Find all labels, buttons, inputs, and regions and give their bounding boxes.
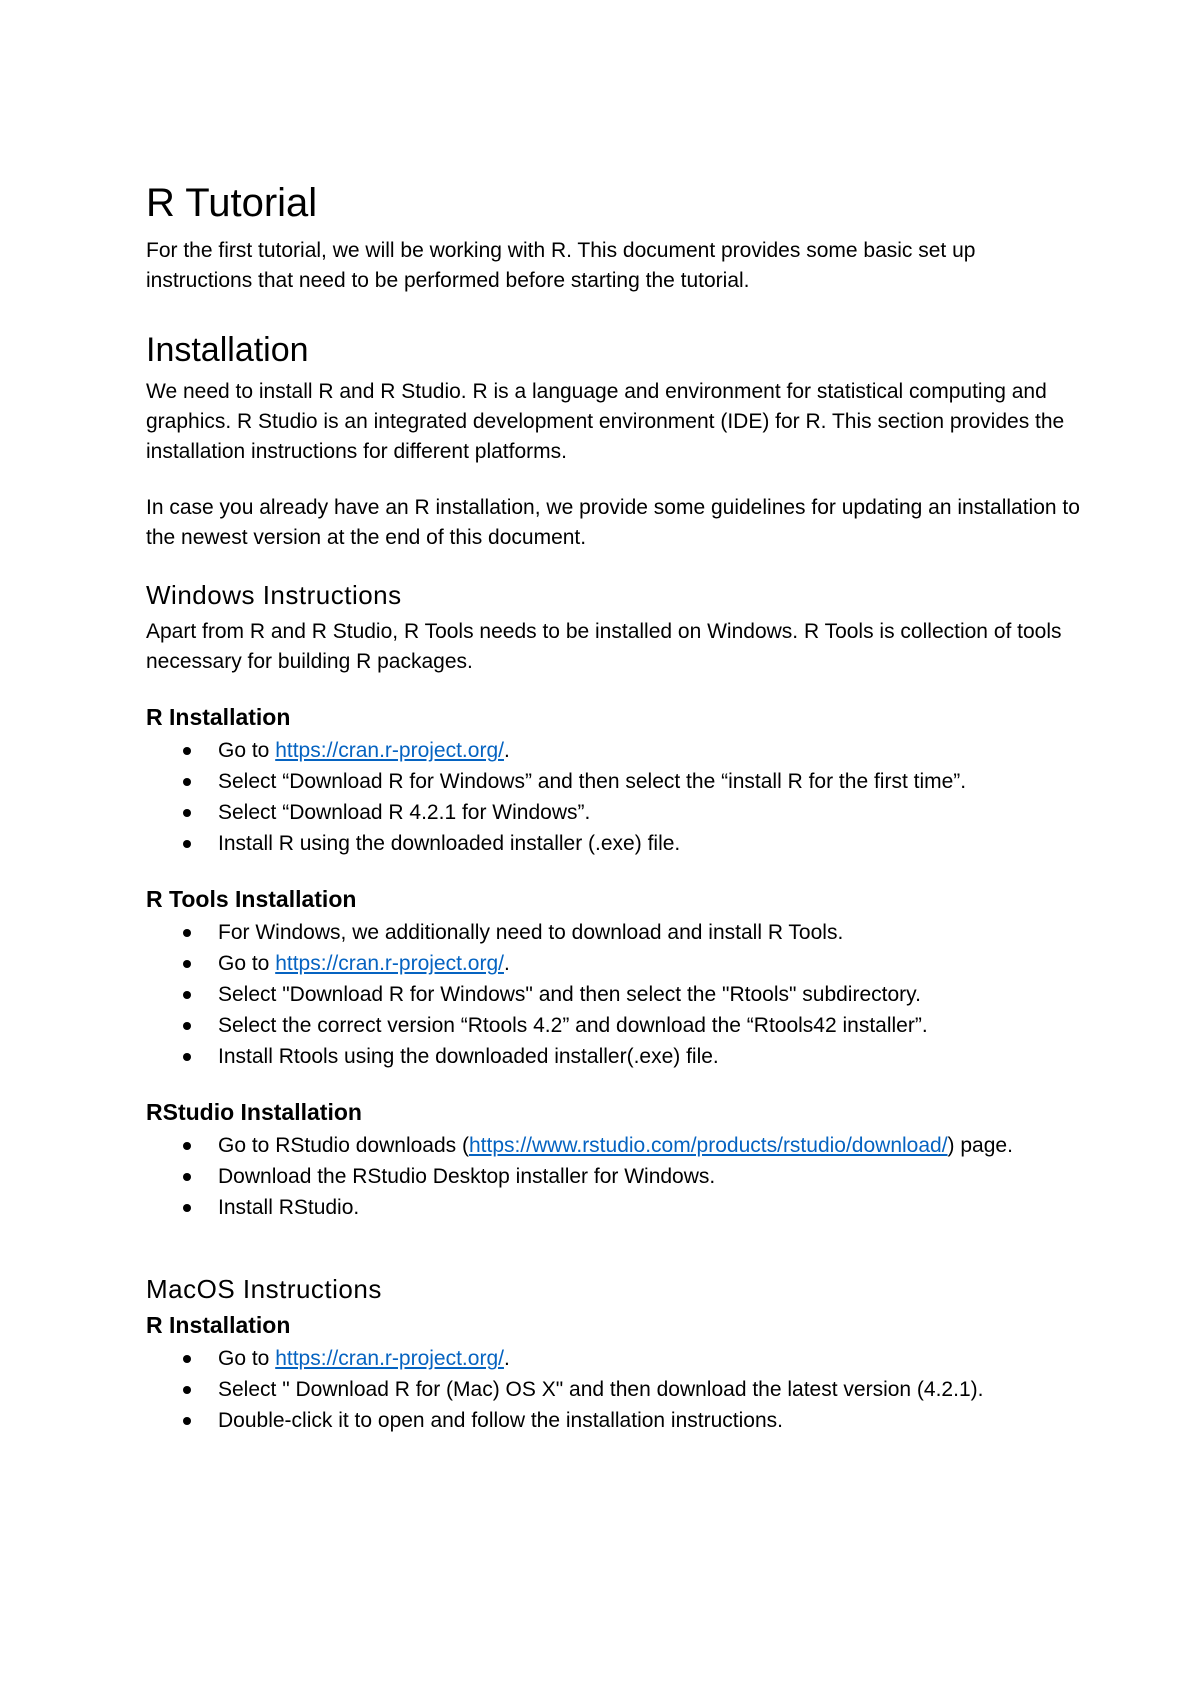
installation-paragraph-1: We need to install R and R Studio. R is a language and environment for statistical computing and graphics. R Studio is an integrated development environment (IDE) for R. This section provides the installation instructions for different platforms.	[146, 379, 1065, 463]
list-item-text: ) page.	[947, 1133, 1013, 1157]
list-item	[146, 797, 1086, 828]
windows-r-installation-heading: R Installation	[146, 704, 291, 731]
list-item	[146, 1041, 1086, 1072]
list-item-text: Install RStudio.	[218, 1195, 360, 1219]
windows-heading: Windows Instructions	[146, 579, 402, 610]
bullet-icon	[183, 747, 191, 755]
bullet-icon	[183, 1417, 191, 1425]
list-item-text: Go to	[218, 1347, 276, 1371]
bullet-icon	[183, 991, 191, 999]
list-item	[146, 1161, 1086, 1192]
list-item	[146, 1405, 1086, 1436]
bullet-icon	[183, 1053, 191, 1061]
bullet-icon	[183, 1355, 191, 1363]
list-item	[146, 1343, 1086, 1374]
bullet-icon	[183, 1142, 191, 1150]
macos-heading: MacOS Instructions	[146, 1273, 382, 1304]
windows-rstudio-installation-list	[146, 1130, 1086, 1223]
list-item-text: Select " Download R for (Mac) OS X" and then download the latest version (4.2.1).	[218, 1378, 984, 1402]
list-item-text: .	[503, 952, 510, 976]
bullet-icon	[183, 1173, 191, 1181]
list-item	[146, 979, 1086, 1010]
list-item-text: Select “Download R 4.2.1 for Windows”.	[218, 801, 591, 825]
bullet-icon	[183, 840, 191, 848]
windows-rstudio-installation-heading: RStudio Installation	[146, 1099, 362, 1126]
cran-link[interactable]: https://cran.r-project.org/	[275, 739, 504, 763]
windows-r-installation-list	[146, 735, 1086, 859]
list-item-text: Select the correct version “Rtools 4.2” and download the “Rtools42 installer”.	[218, 1014, 928, 1038]
bullet-icon	[183, 778, 191, 786]
list-item	[146, 1192, 1086, 1223]
list-item-text: Download the RStudio Desktop installer for Windows.	[218, 1164, 716, 1188]
intro-paragraph: For the first tutorial, we will be working with R. This document provides some basic set up instructions that need to be performed before starting the tutorial.	[146, 239, 976, 292]
list-item	[146, 948, 1086, 979]
document-page	[146, 180, 1086, 1436]
bullet-icon	[183, 809, 191, 817]
list-item-text: Go to	[218, 739, 276, 763]
rstudio-download-link[interactable]: https://www.rstudio.com/products/rstudio/download/	[468, 1133, 948, 1157]
windows-rtools-installation-heading: R Tools Installation	[146, 886, 357, 913]
macos-r-installation-list	[146, 1343, 1086, 1436]
bullet-icon	[183, 1204, 191, 1212]
bullet-icon	[183, 960, 191, 968]
list-item-text: Install R using the downloaded installer (.exe) file.	[218, 832, 681, 856]
bullet-icon	[183, 1386, 191, 1394]
list-item-text: Double-click it to open and follow the installation instructions.	[218, 1409, 783, 1433]
list-item-text: Install Rtools using the downloaded installer(.exe) file.	[218, 1045, 719, 1069]
windows-rtools-installation-list	[146, 917, 1086, 1072]
list-item-text: Go to	[218, 952, 276, 976]
list-item	[146, 828, 1086, 859]
installation-paragraph-2: In case you already have an R installation, we provide some guidelines for updating an installation to the newest version at the end of this document.	[146, 495, 1080, 549]
installation-heading: Installation	[146, 331, 309, 369]
cran-link[interactable]: https://cran.r-project.org/	[275, 1347, 504, 1371]
list-item	[146, 1010, 1086, 1041]
cran-link[interactable]: https://cran.r-project.org/	[275, 952, 504, 976]
list-item-text: .	[503, 1347, 510, 1371]
list-item	[146, 735, 1086, 766]
list-item-text: Go to RStudio downloads (	[218, 1133, 469, 1157]
list-item-text: Select "Download R for Windows" and then select the "Rtools" subdirectory.	[218, 983, 921, 1007]
list-item	[146, 766, 1086, 797]
list-item-text: For Windows, we additionally need to download and install R Tools.	[218, 921, 844, 945]
windows-intro: Apart from R and R Studio, R Tools needs to be installed on Windows. R Tools is collection of tools necessary for building R packages.	[146, 620, 1062, 674]
document-title: R Tutorial	[146, 181, 318, 225]
macos-r-installation-heading: R Installation	[146, 1312, 291, 1339]
bullet-icon	[183, 1022, 191, 1030]
list-item	[146, 917, 1086, 948]
list-item-text: .	[503, 739, 510, 763]
list-item	[146, 1374, 1086, 1405]
list-item	[146, 1130, 1086, 1161]
bullet-icon	[183, 929, 191, 937]
list-item-text: Select “Download R for Windows” and then select the “install R for the first time”.	[218, 770, 967, 794]
